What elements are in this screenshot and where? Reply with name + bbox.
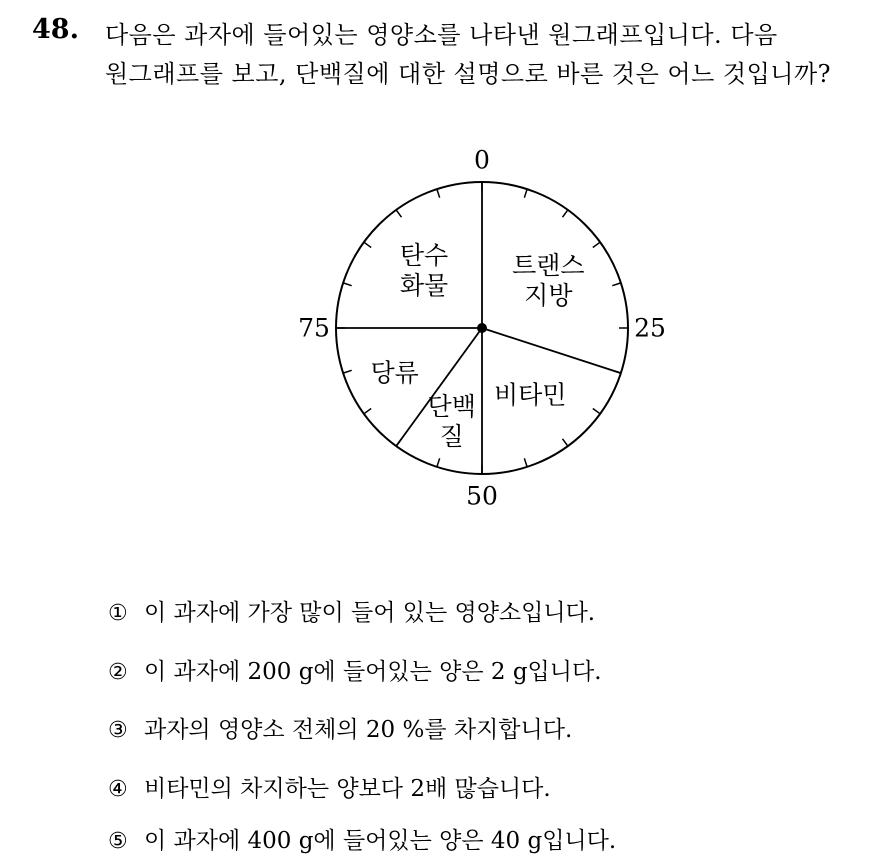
choice-text: 이 과자에 가장 많이 들어 있는 영양소입니다.: [144, 600, 596, 626]
pie-scale-label: 75: [298, 313, 330, 343]
slice-label: 비타민: [493, 380, 567, 410]
choice-number: ⑤: [108, 829, 128, 854]
question-text-line-2: 원그래프를 보고, 단백질에 대한 설명으로 바른 것은 어느 것입니까?: [105, 60, 831, 88]
choice-text: 과자의 영양소 전체의 20 %를 차지합니다.: [144, 717, 573, 743]
choice-number: ②: [108, 660, 128, 685]
slice-label: 단백 질: [427, 392, 476, 452]
choice-number: ①: [108, 601, 128, 626]
question-number: 48.: [32, 14, 79, 45]
slice-label: 탄수 화물: [399, 241, 449, 301]
slice-label: 트랜스 지방: [512, 250, 585, 310]
question-text-line-1: 다음은 과자에 들어있는 영양소를 나타낸 원그래프입니다. 다음: [105, 21, 778, 49]
slice-label: 당류: [370, 358, 419, 388]
answer-choice-2[interactable]: [108, 653, 602, 686]
choice-text: 이 과자에 400 g에 들어있는 양은 40 g입니다.: [144, 828, 617, 854]
pie-scale-label: 50: [466, 481, 498, 511]
choice-number: ④: [108, 777, 128, 802]
pie-scale-label: 0: [474, 145, 490, 175]
choice-number: ③: [108, 718, 128, 743]
pie-center-dot: [477, 323, 487, 333]
answer-choice-4[interactable]: [108, 770, 551, 803]
answer-choice-3[interactable]: [108, 711, 572, 744]
pie-scale-label: 25: [634, 313, 666, 343]
choice-text: 이 과자에 200 g에 들어있는 양은 2 g입니다.: [144, 659, 602, 685]
answer-choice-1[interactable]: [108, 594, 595, 627]
choice-text: 비타민의 차지하는 양보다 2배 많습니다.: [144, 776, 551, 802]
answer-choice-5[interactable]: [108, 822, 616, 855]
